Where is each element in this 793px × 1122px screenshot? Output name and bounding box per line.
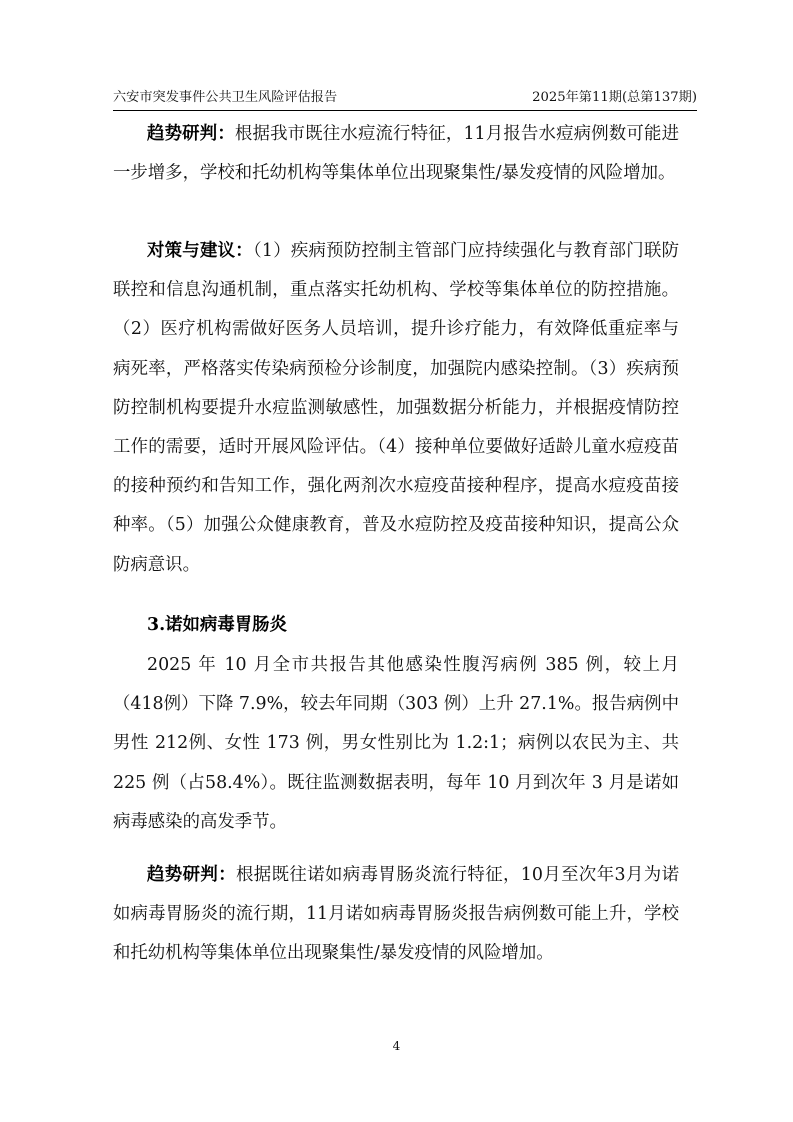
varicella-advice-text: （1）疾病预防控制主管部门应持续强化与教育部门联防联控和信息沟通机制，重点落实托幼机构、学校等集体单位的防控措施。（2）医疗机构需做好医务人员培训，提升诊疗能力，有效降低重症率与病死率，严格落实传染病预检分诊制度，加强院内感染控制。（3）疾病预防控制机构要提升水痘监测敏感性，加强数据分析能力，并根据疫情防控工作的需要，适时开展风险评估。（4）接种单位要做好适龄儿童水痘疫苗的接种预约和告知工作，强化两剂次水痘疫苗接种程序，提高水痘疫苗接种率。（5）加强公众健康教育，普及水痘防控及疫苗接种知识，提高公众防病意识。 [113,241,679,575]
varicella-advice-label: 对策与建议： [147,241,253,261]
varicella-advice-paragraph [113,232,679,585]
varicella-trend-text: 根据我市既往水痘流行特征，11月报告水痘病例数可能进一步增多，学校和托幼机构等集体单位出现聚集性/暴发疫情的风险增加。 [113,124,679,184]
report-series-title: 六安市突发事件公共卫生风险评估报告 [113,90,338,105]
norovirus-trend-text: 根据既往诺如病毒胃肠炎流行特征，10月至次年3月为诺如病毒胃肠炎的流行期，11月诺如病毒胃肠炎报告病例数可能上升，学校和托幼机构等集体单位出现聚集性/暴发疫情的风险增加。 [113,865,679,964]
varicella-trend-paragraph [113,115,679,193]
norovirus-section-heading: 3.诺如病毒胃肠炎 [147,615,287,635]
page-number: 4 [392,1039,401,1053]
norovirus-summary-paragraph [113,646,679,842]
varicella-trend-label: 趋势研判： [147,124,235,144]
norovirus-trend-paragraph [113,856,679,974]
issue-number: 2025年第11期(总第137期) [532,90,697,105]
norovirus-trend-label: 趋势研判： [147,865,236,885]
running-header [113,88,697,111]
norovirus-summary-text: 2025 年 10 月全市共报告其他感染性腹泻病例 385 例，较上月（418例）下降 7.9%，较去年同期（303 例）上升 27.1%。报告病例中男性 212例、女性 173 例，男女性别比为 1.2:1；病例以农民为主、共 225 例（占58.4%）。既往监测数据表明，每年 10 月到次年 3 月是诺如病毒感染的高发季节。 [113,655,679,832]
